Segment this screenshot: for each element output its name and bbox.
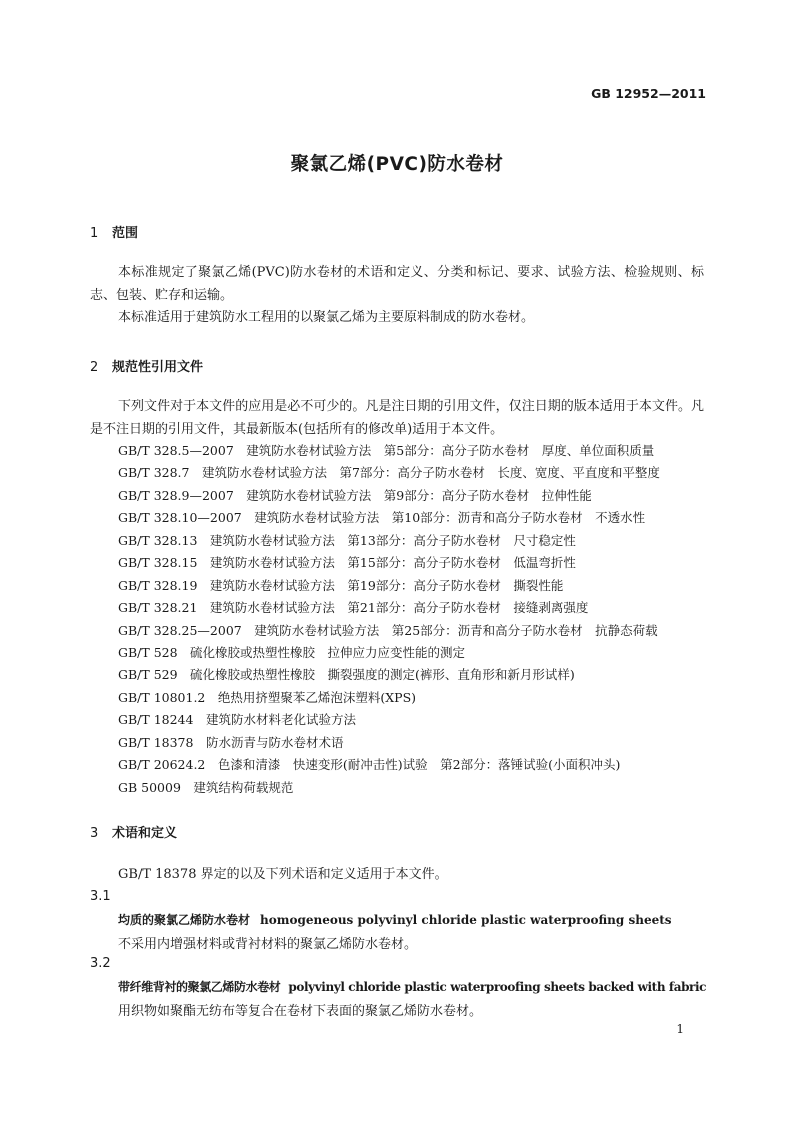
scope-paragraph-2: 本标准适用于建筑防水工程用的以聚氯乙烯为主要原料制成的防水卷材。	[118, 310, 535, 325]
reference-item: GB 50009 建筑结构荷载规范	[118, 779, 294, 795]
term-3-1-title	[118, 911, 672, 928]
section-3-title: 术语和定义	[112, 826, 178, 841]
document-title: 聚氯乙烯(PVC)防水卷材	[290, 154, 504, 175]
reference-item: GB/T 328.10—2007 建筑防水卷材试验方法 第10部分：沥青和高分子防水卷材 不透水性	[118, 510, 646, 526]
section-1-number: 1	[90, 226, 99, 241]
section-3-heading	[90, 822, 177, 841]
terms-intro: GB/T 18378 界定的以及下列术语和定义适用于本文件。	[118, 867, 448, 882]
section-1-heading	[90, 222, 138, 241]
term-3-1-cn: 均质的聚氯乙烯防水卷材	[118, 913, 251, 927]
term-3-1-definition: 不采用内增强材料或背衬材料的聚氯乙烯防水卷材。	[118, 937, 418, 952]
reference-item: GB/T 20624.2 色漆和清漆 快速变形(耐冲击性)试验 第2部分：落锤试验(小面积冲头)	[118, 757, 621, 773]
term-3-1-en: homogeneous polyvinyl chloride plastic waterproofing sheets	[260, 913, 672, 927]
section-2-title: 规范性引用文件	[112, 360, 204, 375]
reference-item: GB/T 328.9—2007 建筑防水卷材试验方法 第9部分：高分子防水卷材 拉伸性能	[118, 487, 592, 503]
reference-item: GB/T 528 硫化橡胶或热塑性橡胶 拉伸应力应变性能的测定	[118, 644, 466, 660]
section-2-number: 2	[90, 360, 99, 375]
section-3-number: 3	[90, 826, 99, 841]
reference-item: GB/T 328.25—2007 建筑防水卷材试验方法 第25部分：沥青和高分子防水卷材 抗静态荷载	[118, 622, 658, 638]
reference-item: GB/T 10801.2 绝热用挤塑聚苯乙烯泡沫塑料(XPS)	[118, 689, 417, 705]
reference-item: GB/T 328.15 建筑防水卷材试验方法 第15部分：高分子防水卷材 低温弯折性	[118, 555, 576, 571]
term-3-2-number: 3.2	[90, 956, 111, 971]
term-3-2-cn: 带纤维背衬的聚氯乙烯防水卷材	[118, 980, 281, 994]
section-2-heading	[90, 356, 203, 375]
term-3-2-definition: 用织物如聚酯无纺布等复合在卷材下表面的聚氯乙烯防水卷材。	[118, 1004, 483, 1019]
reference-item: GB/T 328.21 建筑防水卷材试验方法 第21部分：高分子防水卷材 接缝剥离强度	[118, 600, 589, 616]
page-number: 1	[676, 1022, 684, 1036]
term-3-2-en: polyvinyl chloride plastic waterproofing sheets backed with fabric	[288, 980, 707, 994]
normative-refs-intro: 下列文件对于本文件的应用是必不可少的。凡是注日期的引用文件，仅注日期的版本适用于本文件。凡是不注日期的引用文件，其最新版本(包括所有的修改单)适用于本文件。	[90, 399, 704, 437]
reference-item: GB/T 529 硫化橡胶或热塑性橡胶 撕裂强度的测定(裤形、直角形和新月形试样)	[118, 667, 575, 683]
scope-paragraph-1: 本标准规定了聚氯乙烯(PVC)防水卷材的术语和定义、分类和标记、要求、试验方法、检验规则、标志、包装、贮存和运输。	[90, 265, 704, 303]
reference-item: GB/T 18244 建筑防水材料老化试验方法	[118, 712, 356, 728]
section-1-title: 范围	[112, 226, 139, 241]
reference-item: GB/T 328.7 建筑防水卷材试验方法 第7部分：高分子防水卷材 长度、宽度、平直度和平整度	[118, 465, 660, 481]
standard-code: GB 12952—2011	[591, 86, 706, 101]
reference-item: GB/T 328.13 建筑防水卷材试验方法 第13部分：高分子防水卷材 尺寸稳定性	[118, 532, 576, 548]
reference-item: GB/T 328.19 建筑防水卷材试验方法 第19部分：高分子防水卷材 撕裂性能	[118, 577, 564, 593]
reference-item: GB/T 18378 防水沥青与防水卷材术语	[118, 734, 344, 750]
term-3-1-number: 3.1	[90, 889, 111, 904]
reference-item: GB/T 328.5—2007 建筑防水卷材试验方法 第5部分：高分子防水卷材 厚度、单位面积质量	[118, 443, 655, 458]
reference-list	[118, 440, 660, 799]
term-3-2-title	[118, 978, 706, 995]
